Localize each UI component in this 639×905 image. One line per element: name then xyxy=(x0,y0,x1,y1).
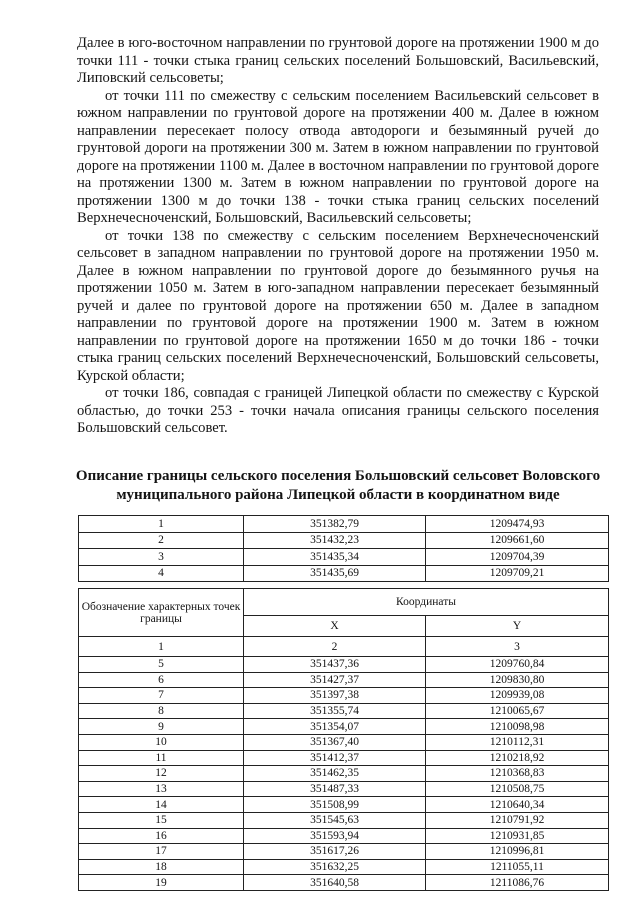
point-cell: 5 xyxy=(79,657,244,673)
x-cell: 351432,23 xyxy=(244,532,426,549)
point-cell: 2 xyxy=(79,532,244,549)
y-cell: 1211086,76 xyxy=(426,875,609,891)
y-cell: 1209939,08 xyxy=(426,688,609,704)
point-cell: 1 xyxy=(79,516,244,533)
point-cell: 10 xyxy=(79,734,244,750)
header-coordinates: Координаты xyxy=(244,589,609,616)
paragraph: от точки 111 по смежеству с сельским поселением Васильевский сельсовет в южном направлении по грунтовой дороге на протяжении 400 м. Далее в южном направлении пересекает полосу отвода автодороги и безымянный ручей до грунтовой дороги на протяжении 300 м. Затем в южном направлении по грунтовой дороге на протяжении 1100 м. Далее в восточном направлении по грунтовой дороге на протяжении 1300 м. Затем в южном направлении по грунтовой дороге на протяжении 1300 м до точки 138 - точки стыка границ сельских поселений Верхнечесноченский, Большовский, Васильевский сельсоветы; xyxy=(77,87,599,226)
coordinates-table-body xyxy=(79,657,609,891)
x-cell: 351412,37 xyxy=(244,750,426,766)
y-cell: 1210996,81 xyxy=(426,844,609,860)
y-cell: 1210931,85 xyxy=(426,828,609,844)
table-row xyxy=(79,859,609,875)
x-cell: 351462,35 xyxy=(244,766,426,782)
x-cell: 351508,99 xyxy=(244,797,426,813)
table-row xyxy=(79,750,609,766)
table-row xyxy=(79,734,609,750)
table-row xyxy=(79,797,609,813)
x-cell: 351487,33 xyxy=(244,781,426,797)
point-cell: 14 xyxy=(79,797,244,813)
point-cell: 3 xyxy=(79,549,244,566)
header-x: X xyxy=(244,616,426,637)
paragraph: от точки 138 по смежеству с сельским поселением Верхнечесноченский сельсовет в западном направлении по грунтовой дороге на протяжении 1950 м. Далее в южном направлении по грунтовой дороге до безымянного ручья на протяжении 1050 м. Затем в юго-западном направлении пересекает безымянный ручей и далее по грунтовой дороге на протяжении 650 м. Далее в западном направлении по грунтовой дороге на протяжении 1900 м. Затем в южном направлении по грунтовой дороге на протяжении 1650 м до точки 186 - точки стыка границ сельских поселений Верхнечесноченский, Большовский сельсоветы, Курской области; xyxy=(77,227,599,384)
x-cell: 351435,34 xyxy=(244,549,426,566)
table-row xyxy=(79,875,609,891)
section-title: Описание границы сельского поселения Большовский сельсовет Воловского муниципального района Липецкой области в координатном виде xyxy=(75,468,601,503)
y-cell: 1209661,60 xyxy=(426,532,609,549)
point-cell: 7 xyxy=(79,688,244,704)
coordinates-table xyxy=(78,588,609,891)
point-cell: 17 xyxy=(79,844,244,860)
point-cell: 16 xyxy=(79,828,244,844)
coordinates-table-top xyxy=(78,515,609,582)
x-cell: 351367,40 xyxy=(244,734,426,750)
point-cell: 12 xyxy=(79,766,244,782)
x-cell: 351617,26 xyxy=(244,844,426,860)
table-row xyxy=(79,781,609,797)
table-row xyxy=(79,766,609,782)
paragraph: Далее в юго-восточном направлении по грунтовой дороге на протяжении 1900 м до точки 111 - точки стыка границ сельских поселений Большовский, Васильевский, Липовский сельсоветы; xyxy=(77,35,599,86)
table-row xyxy=(79,688,609,704)
point-cell: 18 xyxy=(79,859,244,875)
y-cell: 1210112,31 xyxy=(426,734,609,750)
y-cell: 1210098,98 xyxy=(426,719,609,735)
point-cell: 11 xyxy=(79,750,244,766)
y-cell: 1210508,75 xyxy=(426,781,609,797)
x-cell: 351545,63 xyxy=(244,812,426,828)
point-cell: 8 xyxy=(79,703,244,719)
x-cell: 351427,37 xyxy=(244,672,426,688)
column-number: 1 xyxy=(79,637,244,657)
point-cell: 4 xyxy=(79,565,244,582)
x-cell: 351397,38 xyxy=(244,688,426,704)
y-cell: 1209704,39 xyxy=(426,549,609,566)
table-row xyxy=(79,532,609,549)
point-cell: 6 xyxy=(79,672,244,688)
x-cell: 351382,79 xyxy=(244,516,426,533)
column-number: 2 xyxy=(244,637,426,657)
header-point-designation: Обозначение характерных точек границы xyxy=(79,589,244,637)
table-row xyxy=(79,703,609,719)
x-cell: 351354,07 xyxy=(244,719,426,735)
point-cell: 15 xyxy=(79,812,244,828)
table-row xyxy=(79,719,609,735)
table-row xyxy=(79,549,609,566)
header-y: Y xyxy=(426,616,609,637)
y-cell: 1210218,92 xyxy=(426,750,609,766)
paragraph: от точки 186, совпадая с границей Липецкой области по смежеству с Курской областью, до точки 253 - точки начала описания границы сельского поселения Большовский сельсовет. xyxy=(77,385,599,436)
x-cell: 351435,69 xyxy=(244,565,426,582)
y-cell: 1209830,80 xyxy=(426,672,609,688)
table-row xyxy=(79,672,609,688)
table-row xyxy=(79,565,609,582)
table-row xyxy=(79,812,609,828)
column-number: 3 xyxy=(426,637,609,657)
table-row xyxy=(79,828,609,844)
table-row xyxy=(79,516,609,533)
y-cell: 1211055,11 xyxy=(426,859,609,875)
y-cell: 1209709,21 xyxy=(426,565,609,582)
x-cell: 351593,94 xyxy=(244,828,426,844)
x-cell: 351437,36 xyxy=(244,657,426,673)
y-cell: 1209760,84 xyxy=(426,657,609,673)
point-cell: 19 xyxy=(79,875,244,891)
y-cell: 1209474,93 xyxy=(426,516,609,533)
point-cell: 13 xyxy=(79,781,244,797)
x-cell: 351640,58 xyxy=(244,875,426,891)
point-cell: 9 xyxy=(79,719,244,735)
table-row xyxy=(79,844,609,860)
y-cell: 1210640,34 xyxy=(426,797,609,813)
y-cell: 1210368,83 xyxy=(426,766,609,782)
x-cell: 351355,74 xyxy=(244,703,426,719)
x-cell: 351632,25 xyxy=(244,859,426,875)
y-cell: 1210791,92 xyxy=(426,812,609,828)
y-cell: 1210065,67 xyxy=(426,703,609,719)
table-row xyxy=(79,657,609,673)
boundary-description-text xyxy=(77,35,599,438)
